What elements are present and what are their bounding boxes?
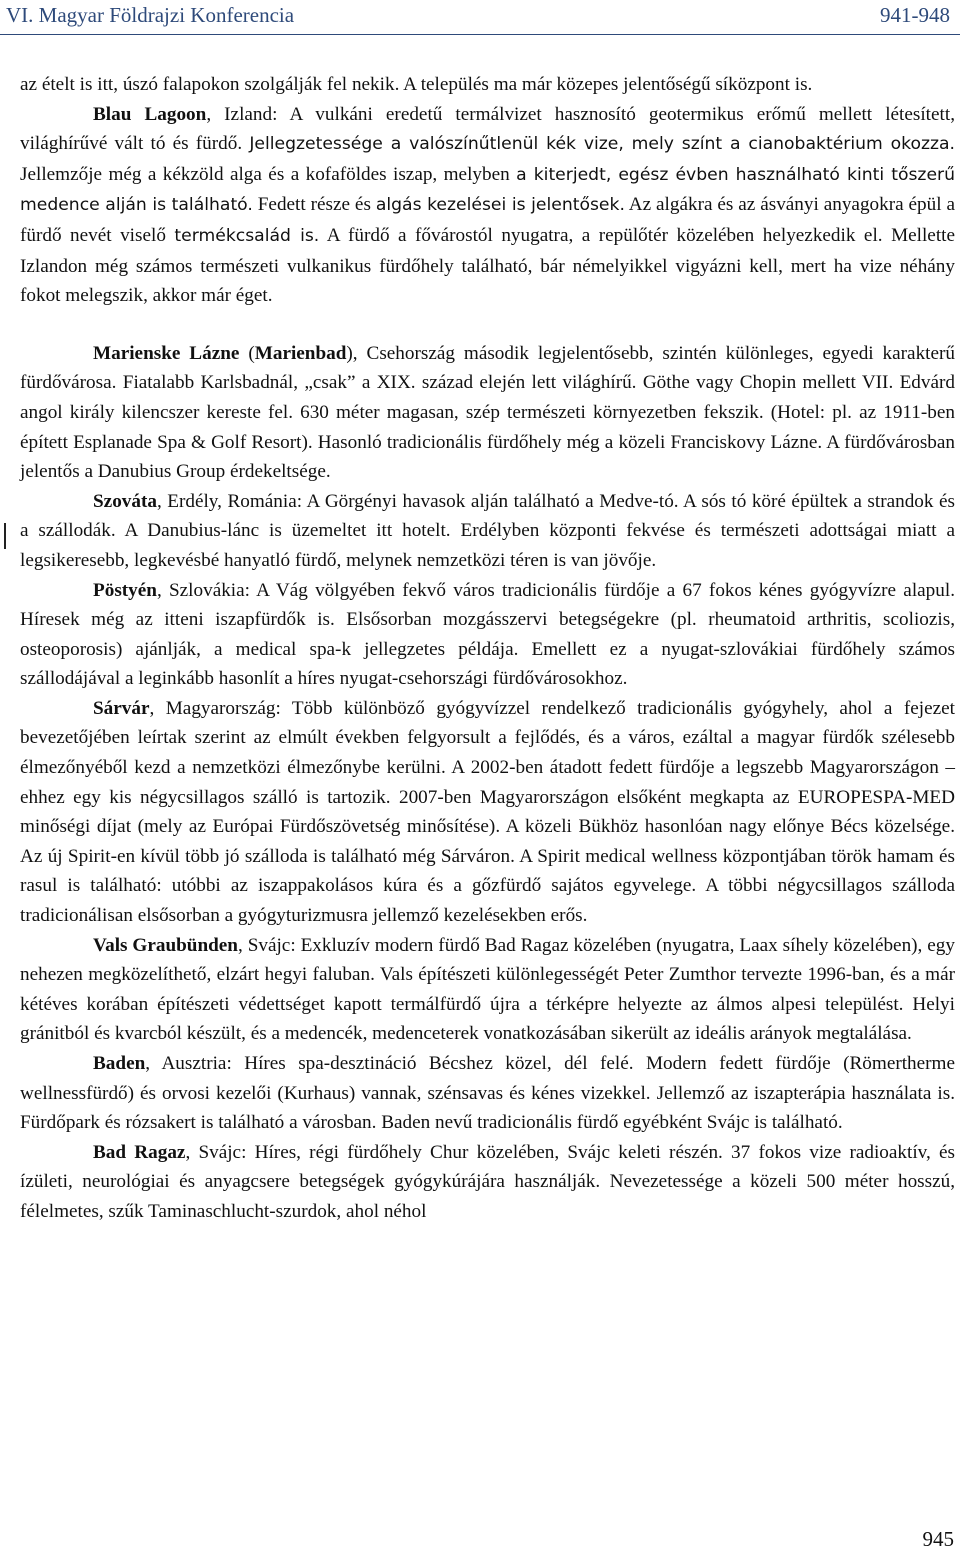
conference-title: VI. Magyar Földrajzi Konferencia <box>6 3 295 27</box>
paragraph-szovata: Szováta, Erdély, Románia: A Görgényi havasok alján található a Medve-tó. A sós tó köré épültek a strandok és a szállodák. A Danubius-lánc is üzemeltet itt hotelt. Erdélyben központi fekvése és természeti adottságai miatt a legsikeresebb, legkevésbé hanyatló fürdő, melynek nemzetközi téren is van jövője. <box>20 490 955 571</box>
paragraph-baden: Baden, Ausztria: Híres spa-desztináció Bécshez közel, dél felé. Modern fedett fürdője (Römertherme wellnessfürdő) és orvosi kezelői (Kurhaus) vannak, szénsavas és kénes vizekkel. Jellemző az iszapterápia használata is. Fürdőpark és rózsakert is található a városban. Baden nevű tradicionális fürdő egyébként Svájc is található. <box>20 1053 955 1134</box>
paragraph-blau-lagoon: Blau Lagoon, Izland: A vulkáni eredetű termálvizet hasznosító geotermikus erőmű mellett létesített, világhírűvé vált tó és fürdő. Jellegzetessége a valószínűtlenül kék vize, mely színt a cianobaktérium okozza. Jellemzője még a kékzöld alga és a kofaföldes iszap, melyben a kiterjedt, egész évben használható kinti tőszerű medence alján is található. Fedett része és algás kezelései is jelentősek. Az algákra és az ásványi anyagokra épül a fürdő nevét viselő termékcsalád is. A fürdő a fővárostól nyugatra, a repülőtér közelében helyezkedik el. Mellette Izlandon még számos természeti vulkanikus fürdőhely található, bár némelyikkel vigyázni kell, mert ha vize néhány fokot melegszik, akkor már éget. <box>20 103 955 307</box>
heading-marienbad: Marienbad <box>254 342 347 364</box>
page-range: 941-948 <box>880 3 950 27</box>
page-header <box>0 0 960 35</box>
paragraph-continuation: az ételt is itt, úszó falapokon szolgálják fel nekik. A település ma már közepes jelentőségű síközpont is. <box>20 74 813 95</box>
heading-blau-lagoon: Blau Lagoon <box>93 103 207 125</box>
paragraph-vals-graubunden: Vals Graubünden, Svájc: Exkluzív modern fürdő Bad Ragaz közelében (nyugatra, Laax síhely közelében), egy nehezen megközelíthető, elzárt hegyi faluban. Vals építészeti különlegességét Peter Zumthor tervezte 1996-ban, és a már kétéves korában építészeti védettséget kapott termálfürdő újra a térképre helyezte az álmos alpesi települést. Helyi gránitból és kvarcból készült, és a medencék, medenceterek vonatkozásában sikerült az ideális arányok megtalálása. <box>20 934 955 1045</box>
paragraph-postyen: Pöstyén, Szlovákia: A Vág völgyében fekvő város tradicionális fürdője a 67 fokos kénes gyógyvízre alapul. Híresek még az itteni iszapfürdők is. Elsősorban mozgásszervi betegségekre (pl. rheumatoid arthritis, scoliozis, osteoporosis) ajánlják, a medical spa-k jellegzetes példája. Emellett ez a nyugat-szlovákiai fürdőhely számos szállodájával a leginkább hasonlít a híres nyugat-csehországi fürdővárosokhoz. <box>20 579 955 690</box>
heading-baden: Baden <box>93 1053 146 1074</box>
heading-sarvar: Sárvár <box>93 697 150 719</box>
paragraph-marienske-lazne: Marienske Lázne (Marienbad), Csehország második legjelentősebb, szintén különleges, egyedi karakterű fürdővárosa. Fiatalabb Karlsbadnál, „csak” a XIX. század elején lett világhírű. Göthe vagy Chopin mellett VII. Edvárd angol király kilencszer kereste fel. 630 méter magasan, szép természeti környezetben fekszik. (Hotel: pl. az 1911-ben épített Esplanade Spa & Golf Resort). Hasonló tradicionális fürdőhely még a közeli Franciskovy Lázne. A fürdővárosban jelentős a Danubius Group érdekeltsége. <box>20 342 955 483</box>
heading-szovata: Szováta <box>93 490 157 512</box>
heading-postyen: Pöstyén <box>93 579 157 601</box>
page-number: 945 <box>922 1527 954 1551</box>
revision-bar <box>4 523 6 549</box>
heading-marienske-lazne: Marienske Lázne <box>93 342 240 364</box>
paragraph-bad-ragaz: Bad Ragaz, Svájc: Híres, régi fürdőhely Chur közelében, Svájc keleti részén. 37 fokos vize radioaktív, és ízületi, neurológiai és anyagcsere betegségek gyógykúrájára használják. Nevezetessége a közeli 500 méter hosszú, félelmetes, szűk Taminaschlucht-szurdok, ahol néhol <box>20 1141 956 1222</box>
heading-bad-ragaz: Bad Ragaz <box>93 1141 186 1163</box>
document-body <box>20 70 955 1227</box>
heading-vals-graubunden: Vals Graubünden <box>93 934 238 956</box>
paragraph-sarvar: Sárvár, Magyarország: Több különböző gyógyvízzel rendelkező tradicionális gyógyhely, ahol a fejezet bevezetőjében leírtak szerint az elmúlt években felgyorsult a fejlődés, és a város, ezáltal a magyar fürdők szélesebb élmezőnyéből kezd a nemzetközi élmezőnybe kerülni. A 2002-ben átadott fedett fürdője a legszebb Magyarországon – ehhez egy kis négycsillagos szálló is tartozik. 2007-ben Magyarországon elsőként megkapta az EUROPESPA-MED minőségi díjat (mely az Európai Fürdőszövetség minősítése). A közeli Bükhöz hasonlóan nagy előnye Bécs közelsége. Az új Spirit-en kívül több jó szálloda is található még Sárváron. A Spirit medical wellness központjában török hamam és rasul is található: utóbbi az iszappakolásos kúra és a gőzfürdő sajátos egyvelege. A többi négycsillagos szálloda tradicionálisan elsősorban a gyógyturizmusra jellemző kezelésekben erős. <box>20 697 955 927</box>
